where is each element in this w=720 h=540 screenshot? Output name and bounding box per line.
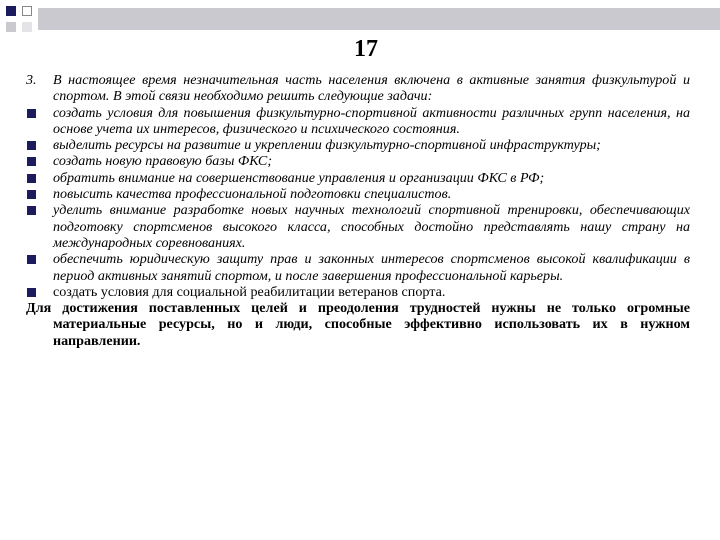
list-item [26, 153, 690, 169]
list-item-text: выделить ресурсы на развитие и укреплении физкультурно-спортивной инфраструктуры; [53, 137, 601, 154]
list-item [26, 105, 690, 138]
list-item-text: создать условия для социальной реабилитации ветеранов спорта. [53, 283, 446, 300]
list-item [26, 186, 690, 202]
bullet-square-icon [27, 288, 36, 297]
bullet-square-icon [27, 190, 36, 199]
bullet-square-icon [27, 174, 36, 183]
list-item-text: обеспечить юридическую защиту прав и законных интересов спортсменов высокой квалификации в период активных занятий спортом, и после завершения профессиональной карьеры. [53, 251, 690, 284]
decor-square-dark [6, 6, 16, 16]
decor-square-gray [6, 22, 16, 32]
decor-square-outline [22, 6, 32, 16]
intro-paragraph [26, 72, 690, 105]
intro-text: В настоящее время незначительная часть населения включена в активные занятия физкультурой и спортом. В этой связи необходимо решить следующие задачи: [53, 72, 690, 105]
page-number: 17 [354, 36, 378, 62]
conclusion-text: Для достижения поставленных целей и преодоления трудностей нужны не только огромные материальные ресурсы, но и люди, способные эффективно использовать их в нужном направлении. [26, 300, 690, 349]
list-item-text: создать условия для повышения физкультурно-спортивной активности различных групп населения, на основе учета их интересов, физического и психического состояния. [53, 104, 690, 137]
list-item-text: создать новую правовую базы ФКС; [53, 153, 273, 170]
bullet-square-icon [27, 157, 36, 166]
list-item-text: уделить внимание разработке новых научных технологий спортивной тренировки, обеспечивающих подготовку спортсменов высокого класса, способных достойно представлять нашу страну на международных соревнованиях. [53, 202, 690, 251]
list-item [26, 137, 690, 153]
task-list [26, 105, 690, 301]
list-item-text: повысить качества профессиональной подготовки специалистов. [53, 186, 452, 203]
slide-body [26, 72, 690, 349]
list-item-text: обратить внимание на совершенствование управления и организации ФКС в РФ; [53, 169, 545, 186]
bullet-square-icon [27, 109, 36, 118]
decor-square-light [22, 22, 32, 32]
list-item [26, 202, 690, 251]
list-item [26, 251, 690, 284]
conclusion-block [26, 300, 690, 349]
decor-top-bar [38, 8, 720, 30]
bullet-square-icon [27, 255, 36, 264]
intro-marker: 3. [26, 72, 37, 88]
bullet-square-icon [27, 141, 36, 150]
list-item [26, 170, 690, 186]
bullet-square-icon [27, 206, 36, 215]
slide-decoration [0, 0, 720, 40]
list-item [26, 284, 690, 300]
